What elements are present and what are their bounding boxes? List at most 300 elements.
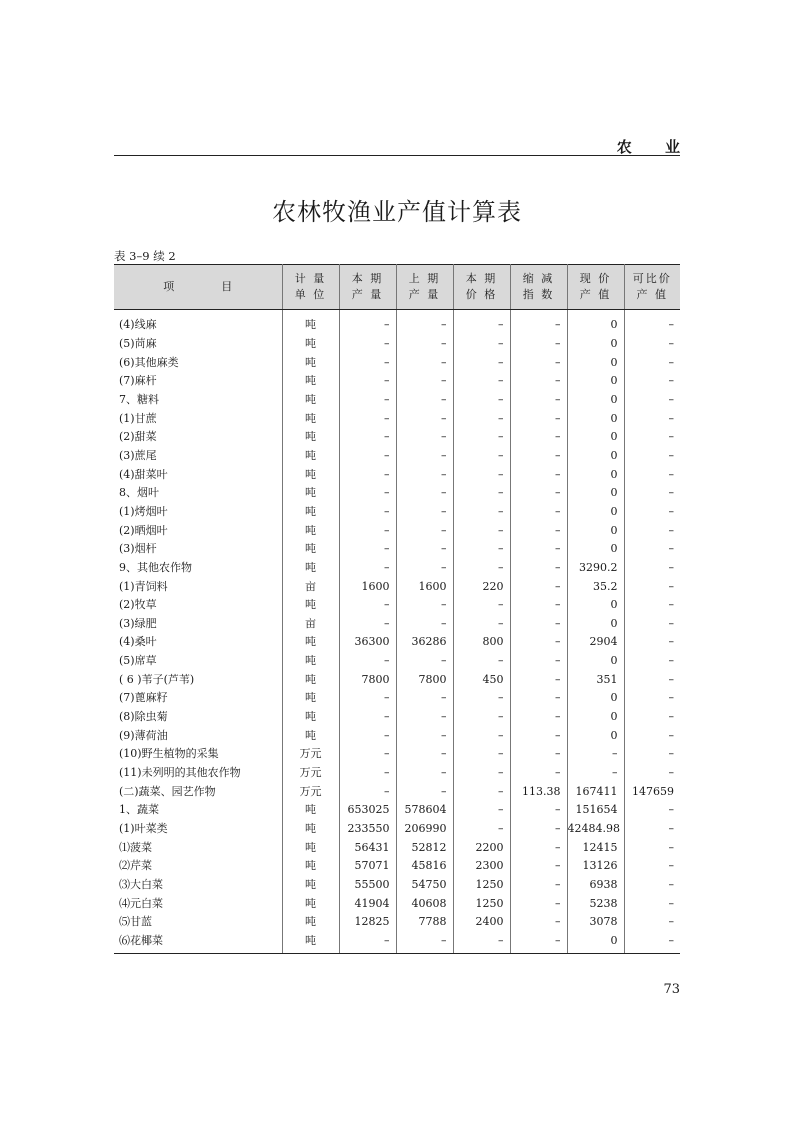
cell-current-value: 0	[567, 521, 624, 540]
column-header-previous-output: 上 期 产 量	[396, 265, 453, 310]
cell-comparable-value: –	[668, 355, 674, 369]
cell-deflator: –	[510, 745, 567, 764]
cell-deflator: –	[510, 633, 567, 652]
table-row	[114, 689, 680, 708]
cell-current-value: 0	[567, 726, 624, 745]
cell-current-output: –	[339, 335, 396, 354]
cell-current-value: 35.2	[567, 577, 624, 596]
cell-comparable-value: –	[668, 878, 674, 892]
cell-comparable-value: –	[668, 504, 674, 518]
table-row	[114, 335, 680, 354]
cell-comparable-value: –	[668, 411, 674, 425]
cell-item-name: (7)蓖麻籽	[114, 689, 282, 708]
cell-current-output: –	[339, 559, 396, 578]
cell-current-price: 2400	[453, 913, 510, 932]
cell-unit: 亩	[282, 577, 339, 596]
cell-current-price: –	[453, 540, 510, 559]
cell-comparable-value: –	[668, 859, 674, 873]
cell-current-value: 3290.2	[567, 559, 624, 578]
cell-previous-output: –	[396, 503, 453, 522]
cell-unit: 吨	[282, 633, 339, 652]
cell-previous-output: 7800	[396, 670, 453, 689]
cell-current-price: –	[453, 503, 510, 522]
cell-deflator: –	[510, 465, 567, 484]
table-row	[114, 820, 680, 839]
cell-previous-output: 1600	[396, 577, 453, 596]
cell-item-name: (3)烟杆	[114, 540, 282, 559]
cell-comparable-value: –	[668, 710, 674, 724]
cell-deflator: –	[510, 447, 567, 466]
cell-current-value: 351	[567, 670, 624, 689]
cell-deflator: –	[510, 428, 567, 447]
cell-previous-output: 36286	[396, 633, 453, 652]
cell-current-value: 0	[567, 932, 624, 954]
cell-current-output: –	[339, 409, 396, 428]
cell-unit: 吨	[282, 652, 339, 671]
cell-item-name: (3)蔗尾	[114, 447, 282, 466]
table-row	[114, 353, 680, 372]
cell-current-price: –	[453, 310, 510, 335]
cell-current-output: –	[339, 652, 396, 671]
page-number: 73	[663, 982, 680, 997]
cell-unit: 吨	[282, 559, 339, 578]
table-row	[114, 577, 680, 596]
cell-current-value: 0	[567, 503, 624, 522]
cell-previous-output: –	[396, 596, 453, 615]
cell-current-value: 6938	[567, 876, 624, 895]
cell-current-value: 0	[567, 409, 624, 428]
cell-comparable-value: –	[668, 766, 674, 780]
cell-unit: 吨	[282, 484, 339, 503]
cell-comparable-value: –	[668, 430, 674, 444]
cell-unit: 吨	[282, 876, 339, 895]
cell-comparable-value: –	[668, 523, 674, 537]
cell-unit: 吨	[282, 372, 339, 391]
cell-current-price: –	[453, 335, 510, 354]
cell-current-value: 0	[567, 689, 624, 708]
cell-current-output: 57071	[339, 857, 396, 876]
table-row	[114, 876, 680, 895]
cell-current-value: –	[567, 764, 624, 783]
cell-unit: 吨	[282, 409, 339, 428]
cell-current-price: –	[453, 745, 510, 764]
cell-current-price: 2300	[453, 857, 510, 876]
cell-deflator: –	[510, 503, 567, 522]
cell-item-name: (5)席草	[114, 652, 282, 671]
cell-current-price: 450	[453, 670, 510, 689]
cell-item-name: 8、烟叶	[114, 484, 282, 503]
cell-previous-output: –	[396, 745, 453, 764]
cell-item-name: 1、蔬菜	[114, 801, 282, 820]
cell-current-output: –	[339, 708, 396, 727]
table-row	[114, 615, 680, 634]
cell-unit: 吨	[282, 932, 339, 954]
cell-previous-output: –	[396, 615, 453, 634]
cell-item-name: ( 6 )苇子(芦苇)	[114, 670, 282, 689]
page-title: 农林牧渔业产值计算表	[272, 198, 522, 226]
cell-current-output: –	[339, 689, 396, 708]
cell-comparable-value: –	[668, 374, 674, 388]
cell-current-price: –	[453, 391, 510, 410]
cell-deflator: –	[510, 596, 567, 615]
column-header-current-value: 现 价 产 值	[567, 265, 624, 310]
table-row	[114, 726, 680, 745]
table-row	[114, 503, 680, 522]
cell-current-price: –	[453, 689, 510, 708]
cell-deflator: –	[510, 559, 567, 578]
cell-current-price: –	[453, 465, 510, 484]
cell-previous-output: 206990	[396, 820, 453, 839]
cell-current-price: –	[453, 726, 510, 745]
cell-current-value: 0	[567, 465, 624, 484]
table-row	[114, 782, 680, 801]
cell-current-output: –	[339, 353, 396, 372]
cell-unit: 吨	[282, 913, 339, 932]
cell-current-price: –	[453, 372, 510, 391]
table-row	[114, 708, 680, 727]
cell-deflator: –	[510, 652, 567, 671]
cell-current-output: 56431	[339, 838, 396, 857]
cell-comparable-value: –	[668, 560, 674, 574]
cell-current-output: –	[339, 310, 396, 335]
table-row	[114, 913, 680, 932]
cell-comparable-value: –	[668, 896, 674, 910]
table-row	[114, 670, 680, 689]
cell-comparable-value: –	[668, 635, 674, 649]
cell-comparable-value: –	[668, 467, 674, 481]
cell-previous-output: 54750	[396, 876, 453, 895]
cell-current-price: 2200	[453, 838, 510, 857]
cell-previous-output: –	[396, 447, 453, 466]
cell-deflator: –	[510, 353, 567, 372]
table-row	[114, 596, 680, 615]
cell-deflator: –	[510, 409, 567, 428]
cell-current-output: –	[339, 447, 396, 466]
table-row	[114, 894, 680, 913]
cell-current-value: 0	[567, 596, 624, 615]
table-row	[114, 521, 680, 540]
cell-previous-output: –	[396, 409, 453, 428]
cell-unit: 吨	[282, 894, 339, 913]
cell-unit: 吨	[282, 820, 339, 839]
cell-unit: 吨	[282, 465, 339, 484]
cell-deflator: –	[510, 820, 567, 839]
cell-current-value: 0	[567, 540, 624, 559]
table-row	[114, 838, 680, 857]
cell-comparable-value: –	[668, 728, 674, 742]
cell-comparable-value: –	[624, 932, 680, 954]
cell-previous-output: –	[396, 726, 453, 745]
cell-comparable-value: –	[668, 336, 674, 350]
cell-previous-output: –	[396, 465, 453, 484]
cell-item-name: (4)甜菜叶	[114, 465, 282, 484]
cell-current-output: –	[339, 428, 396, 447]
cell-previous-output: –	[396, 782, 453, 801]
cell-item-name: ⑶大白菜	[114, 876, 282, 895]
cell-comparable-value: –	[668, 915, 674, 929]
cell-current-value: 167411	[567, 782, 624, 801]
cell-comparable-value: –	[668, 542, 674, 556]
cell-current-price: –	[453, 559, 510, 578]
cell-current-output: 41904	[339, 894, 396, 913]
cell-current-output: –	[339, 932, 396, 954]
cell-item-name: (2)牧草	[114, 596, 282, 615]
cell-unit: 吨	[282, 447, 339, 466]
cell-deflator: –	[510, 857, 567, 876]
cell-current-price: –	[453, 484, 510, 503]
cell-item-name: (10)野生植物的采集	[114, 745, 282, 764]
cell-unit: 万元	[282, 745, 339, 764]
cell-current-price: 220	[453, 577, 510, 596]
cell-item-name: (4)桑叶	[114, 633, 282, 652]
table-row	[114, 652, 680, 671]
cell-current-output: 653025	[339, 801, 396, 820]
table-row	[114, 559, 680, 578]
cell-previous-output: 578604	[396, 801, 453, 820]
cell-previous-output: –	[396, 391, 453, 410]
cell-item-name: (9)薄荷油	[114, 726, 282, 745]
cell-unit: 吨	[282, 689, 339, 708]
cell-deflator: –	[510, 372, 567, 391]
table-row	[114, 428, 680, 447]
cell-comparable-value: 147659	[632, 784, 674, 798]
cell-comparable-value: –	[668, 486, 674, 500]
cell-current-value: 0	[567, 353, 624, 372]
cell-current-price: –	[453, 764, 510, 783]
cell-comparable-value: –	[668, 840, 674, 854]
table-row	[114, 484, 680, 503]
cell-previous-output: –	[396, 484, 453, 503]
cell-current-value: 0	[567, 372, 624, 391]
cell-item-name: (8)除虫菊	[114, 708, 282, 727]
cell-current-price: –	[453, 820, 510, 839]
cell-item-name: 9、其他农作物	[114, 559, 282, 578]
cell-deflator: –	[510, 670, 567, 689]
cell-item-name: ⑵芹菜	[114, 857, 282, 876]
cell-current-price: 1250	[453, 876, 510, 895]
table-row	[114, 764, 680, 783]
cell-unit: 吨	[282, 708, 339, 727]
cell-unit: 吨	[282, 335, 339, 354]
cell-current-value: 0	[567, 335, 624, 354]
cell-current-value: 0	[567, 310, 624, 335]
cell-current-price: –	[453, 409, 510, 428]
cell-current-price: –	[453, 652, 510, 671]
cell-current-value: –	[567, 745, 624, 764]
cell-comparable-value: –	[668, 579, 674, 593]
cell-current-value: 0	[567, 447, 624, 466]
cell-comparable-value: –	[668, 392, 674, 406]
column-header-current-output: 本 期 产 量	[339, 265, 396, 310]
table-row	[114, 447, 680, 466]
cell-current-value: 3078	[567, 913, 624, 932]
table-row	[114, 310, 680, 335]
cell-previous-output: –	[396, 708, 453, 727]
cell-deflator: –	[510, 484, 567, 503]
column-header-deflator: 缩 减 指 数	[510, 265, 567, 310]
table-row	[114, 409, 680, 428]
cell-deflator: –	[510, 726, 567, 745]
cell-current-value: 0	[567, 652, 624, 671]
column-header-unit: 计 量 单 位	[282, 265, 339, 310]
table-row	[114, 540, 680, 559]
cell-comparable-value: –	[668, 616, 674, 630]
cell-unit: 吨	[282, 353, 339, 372]
cell-deflator: –	[510, 391, 567, 410]
cell-item-name: (11)未列明的其他农作物	[114, 764, 282, 783]
cell-item-name: ⑸甘蓝	[114, 913, 282, 932]
cell-comparable-value: –	[668, 803, 674, 817]
cell-current-price: –	[453, 708, 510, 727]
cell-item-name: 7、糖料	[114, 391, 282, 410]
cell-current-value: 42484.98	[567, 820, 624, 839]
table-row	[114, 391, 680, 410]
cell-item-name: (二)蔬菜、园艺作物	[114, 782, 282, 801]
cell-previous-output: –	[396, 353, 453, 372]
cell-current-value: 0	[567, 708, 624, 727]
cell-item-name: (1)甘蔗	[114, 409, 282, 428]
table-header-row	[114, 265, 680, 310]
cell-previous-output: –	[396, 521, 453, 540]
cell-deflator: –	[510, 932, 567, 954]
cell-unit: 吨	[282, 391, 339, 410]
cell-comparable-value: –	[668, 691, 674, 705]
cell-item-name: (2)晒烟叶	[114, 521, 282, 540]
cell-comparable-value: –	[668, 598, 674, 612]
cell-current-value: 0	[567, 615, 624, 634]
cell-current-output: –	[339, 615, 396, 634]
cell-current-output: 36300	[339, 633, 396, 652]
cell-current-output: –	[339, 465, 396, 484]
cell-unit: 吨	[282, 596, 339, 615]
cell-current-output: –	[339, 782, 396, 801]
cell-current-value: 0	[567, 391, 624, 410]
table-row	[114, 633, 680, 652]
cell-unit: 吨	[282, 857, 339, 876]
cell-deflator: –	[510, 540, 567, 559]
cell-deflator: –	[510, 577, 567, 596]
cell-current-output: –	[339, 391, 396, 410]
cell-current-value: 151654	[567, 801, 624, 820]
cell-deflator: –	[510, 689, 567, 708]
cell-previous-output: –	[396, 652, 453, 671]
cell-comparable-value: –	[668, 654, 674, 668]
cell-previous-output: 52812	[396, 838, 453, 857]
cell-current-price: –	[453, 932, 510, 954]
cell-current-output: –	[339, 596, 396, 615]
cell-previous-output: –	[396, 372, 453, 391]
cell-unit: 吨	[282, 540, 339, 559]
column-header-item: 项 目	[114, 265, 282, 310]
cell-deflator: –	[510, 521, 567, 540]
output-value-table	[114, 264, 680, 954]
cell-previous-output: 45816	[396, 857, 453, 876]
cell-previous-output: –	[396, 764, 453, 783]
cell-current-value: 5238	[567, 894, 624, 913]
cell-item-name: ⑴菠菜	[114, 838, 282, 857]
cell-deflator: 113.38	[510, 782, 567, 801]
table-row	[114, 372, 680, 391]
cell-current-output: –	[339, 540, 396, 559]
cell-previous-output: –	[396, 559, 453, 578]
cell-current-price: –	[453, 428, 510, 447]
cell-current-value: 0	[567, 484, 624, 503]
cell-unit: 吨	[282, 801, 339, 820]
cell-current-output: –	[339, 521, 396, 540]
cell-current-price: 800	[453, 633, 510, 652]
cell-deflator: –	[510, 838, 567, 857]
cell-current-price: 1250	[453, 894, 510, 913]
cell-comparable-value: –	[668, 672, 674, 686]
cell-previous-output: –	[396, 335, 453, 354]
cell-current-price: –	[453, 782, 510, 801]
cell-deflator: –	[510, 894, 567, 913]
cell-current-output: 7800	[339, 670, 396, 689]
cell-unit: 万元	[282, 782, 339, 801]
cell-unit: 吨	[282, 726, 339, 745]
cell-item-name: (2)甜菜	[114, 428, 282, 447]
cell-item-name: (7)麻杆	[114, 372, 282, 391]
table-caption: 表 3–9 续 2	[114, 249, 176, 263]
cell-current-output: 55500	[339, 876, 396, 895]
cell-item-name: ⑷元白菜	[114, 894, 282, 913]
cell-deflator: –	[510, 801, 567, 820]
cell-item-name: (3)绿肥	[114, 615, 282, 634]
cell-current-output: –	[339, 503, 396, 522]
cell-current-output: –	[339, 764, 396, 783]
section-header	[114, 134, 694, 156]
cell-previous-output: 7788	[396, 913, 453, 932]
cell-deflator: –	[510, 913, 567, 932]
cell-current-output: 1600	[339, 577, 396, 596]
cell-deflator: –	[510, 310, 567, 335]
cell-item-name: (5)苘麻	[114, 335, 282, 354]
cell-comparable-value: –	[668, 318, 674, 332]
cell-deflator: –	[510, 764, 567, 783]
cell-item-name: (4)线麻	[114, 310, 282, 335]
cell-comparable-value: –	[668, 448, 674, 462]
table-row	[114, 932, 680, 954]
cell-current-value: 0	[567, 428, 624, 447]
table-row	[114, 857, 680, 876]
cell-current-value: 12415	[567, 838, 624, 857]
column-header-comparable-value: 可比价 产 值	[624, 265, 680, 310]
cell-current-price: –	[453, 353, 510, 372]
cell-current-price: –	[453, 615, 510, 634]
cell-comparable-value: –	[668, 822, 674, 836]
cell-current-price: –	[453, 596, 510, 615]
cell-current-output: 12825	[339, 913, 396, 932]
column-header-current-price: 本 期 价 格	[453, 265, 510, 310]
cell-current-output: –	[339, 372, 396, 391]
cell-unit: 吨	[282, 670, 339, 689]
cell-item-name: (6)其他麻类	[114, 353, 282, 372]
cell-previous-output: –	[396, 689, 453, 708]
table-row	[114, 745, 680, 764]
cell-unit: 吨	[282, 428, 339, 447]
cell-previous-output: –	[396, 540, 453, 559]
cell-current-price: –	[453, 447, 510, 466]
cell-deflator: –	[510, 615, 567, 634]
cell-comparable-value: –	[668, 747, 674, 761]
header-rule	[114, 155, 680, 156]
cell-previous-output: –	[396, 428, 453, 447]
cell-deflator: –	[510, 708, 567, 727]
cell-current-output: 233550	[339, 820, 396, 839]
cell-item-name: (1)叶菜类	[114, 820, 282, 839]
cell-unit: 吨	[282, 310, 339, 335]
cell-unit: 亩	[282, 615, 339, 634]
